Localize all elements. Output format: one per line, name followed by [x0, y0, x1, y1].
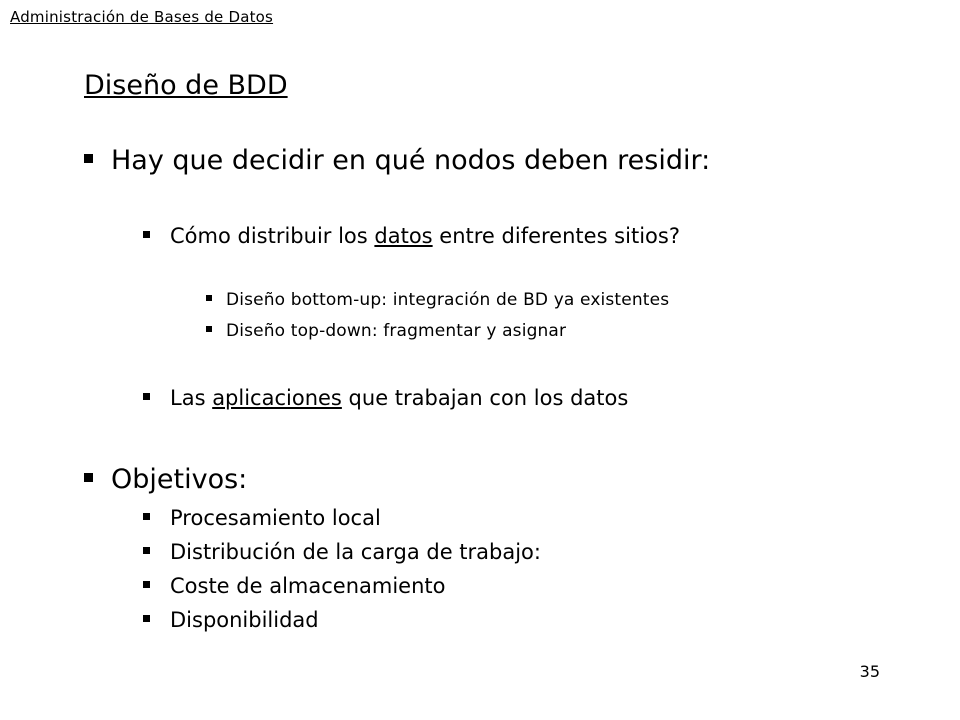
square-bullet-icon	[143, 547, 150, 554]
objective-item-text: Distribución de la carga de trabajo:	[170, 540, 541, 564]
underlined-term-aplicaciones: aplicaciones	[212, 386, 342, 410]
bullet-decide-text: Hay que decidir en qué nodos deben residir:	[111, 145, 711, 176]
square-bullet-icon	[143, 231, 150, 238]
bullet-objectives-text: Objetivos:	[111, 464, 248, 495]
bullet-apps-text	[170, 386, 628, 410]
objective-item	[143, 506, 381, 530]
square-bullet-icon	[143, 513, 150, 520]
text-segment: entre diferentes sitios?	[432, 224, 680, 248]
square-bullet-icon	[143, 581, 150, 588]
bullet-distribute-text	[170, 224, 680, 248]
bullet-top-down	[206, 321, 566, 341]
bullet-bottom-up	[206, 290, 669, 310]
bullet-apps	[143, 386, 628, 410]
text-segment: que trabajan con los datos	[341, 386, 629, 410]
bullet-decide	[84, 145, 710, 176]
course-header: Administración de Bases de Datos	[10, 8, 274, 26]
slide-title: Diseño de BDD	[84, 70, 288, 101]
objective-item	[143, 574, 445, 598]
square-bullet-icon	[206, 295, 212, 301]
square-bullet-icon	[206, 326, 212, 332]
objective-item	[143, 540, 541, 564]
bullet-bottom-up-text: Diseño bottom-up: integración de BD ya existentes	[226, 290, 670, 310]
bullet-top-down-text: Diseño top-down: fragmentar y asignar	[226, 321, 567, 341]
objective-item	[143, 608, 319, 632]
objective-item-text: Procesamiento local	[170, 506, 381, 530]
square-bullet-icon	[143, 393, 150, 400]
objective-item-text: Coste de almacenamiento	[170, 574, 446, 598]
bullet-objectives	[84, 464, 247, 495]
page-number: 35	[859, 662, 880, 681]
text-segment: Cómo distribuir los	[170, 224, 375, 248]
text-segment: Las	[170, 386, 213, 410]
square-bullet-icon	[84, 154, 93, 163]
underlined-term-datos: datos	[374, 224, 433, 248]
square-bullet-icon	[84, 473, 93, 482]
square-bullet-icon	[143, 615, 150, 622]
objective-item-text: Disponibilidad	[170, 608, 319, 632]
bullet-distribute	[143, 224, 680, 248]
